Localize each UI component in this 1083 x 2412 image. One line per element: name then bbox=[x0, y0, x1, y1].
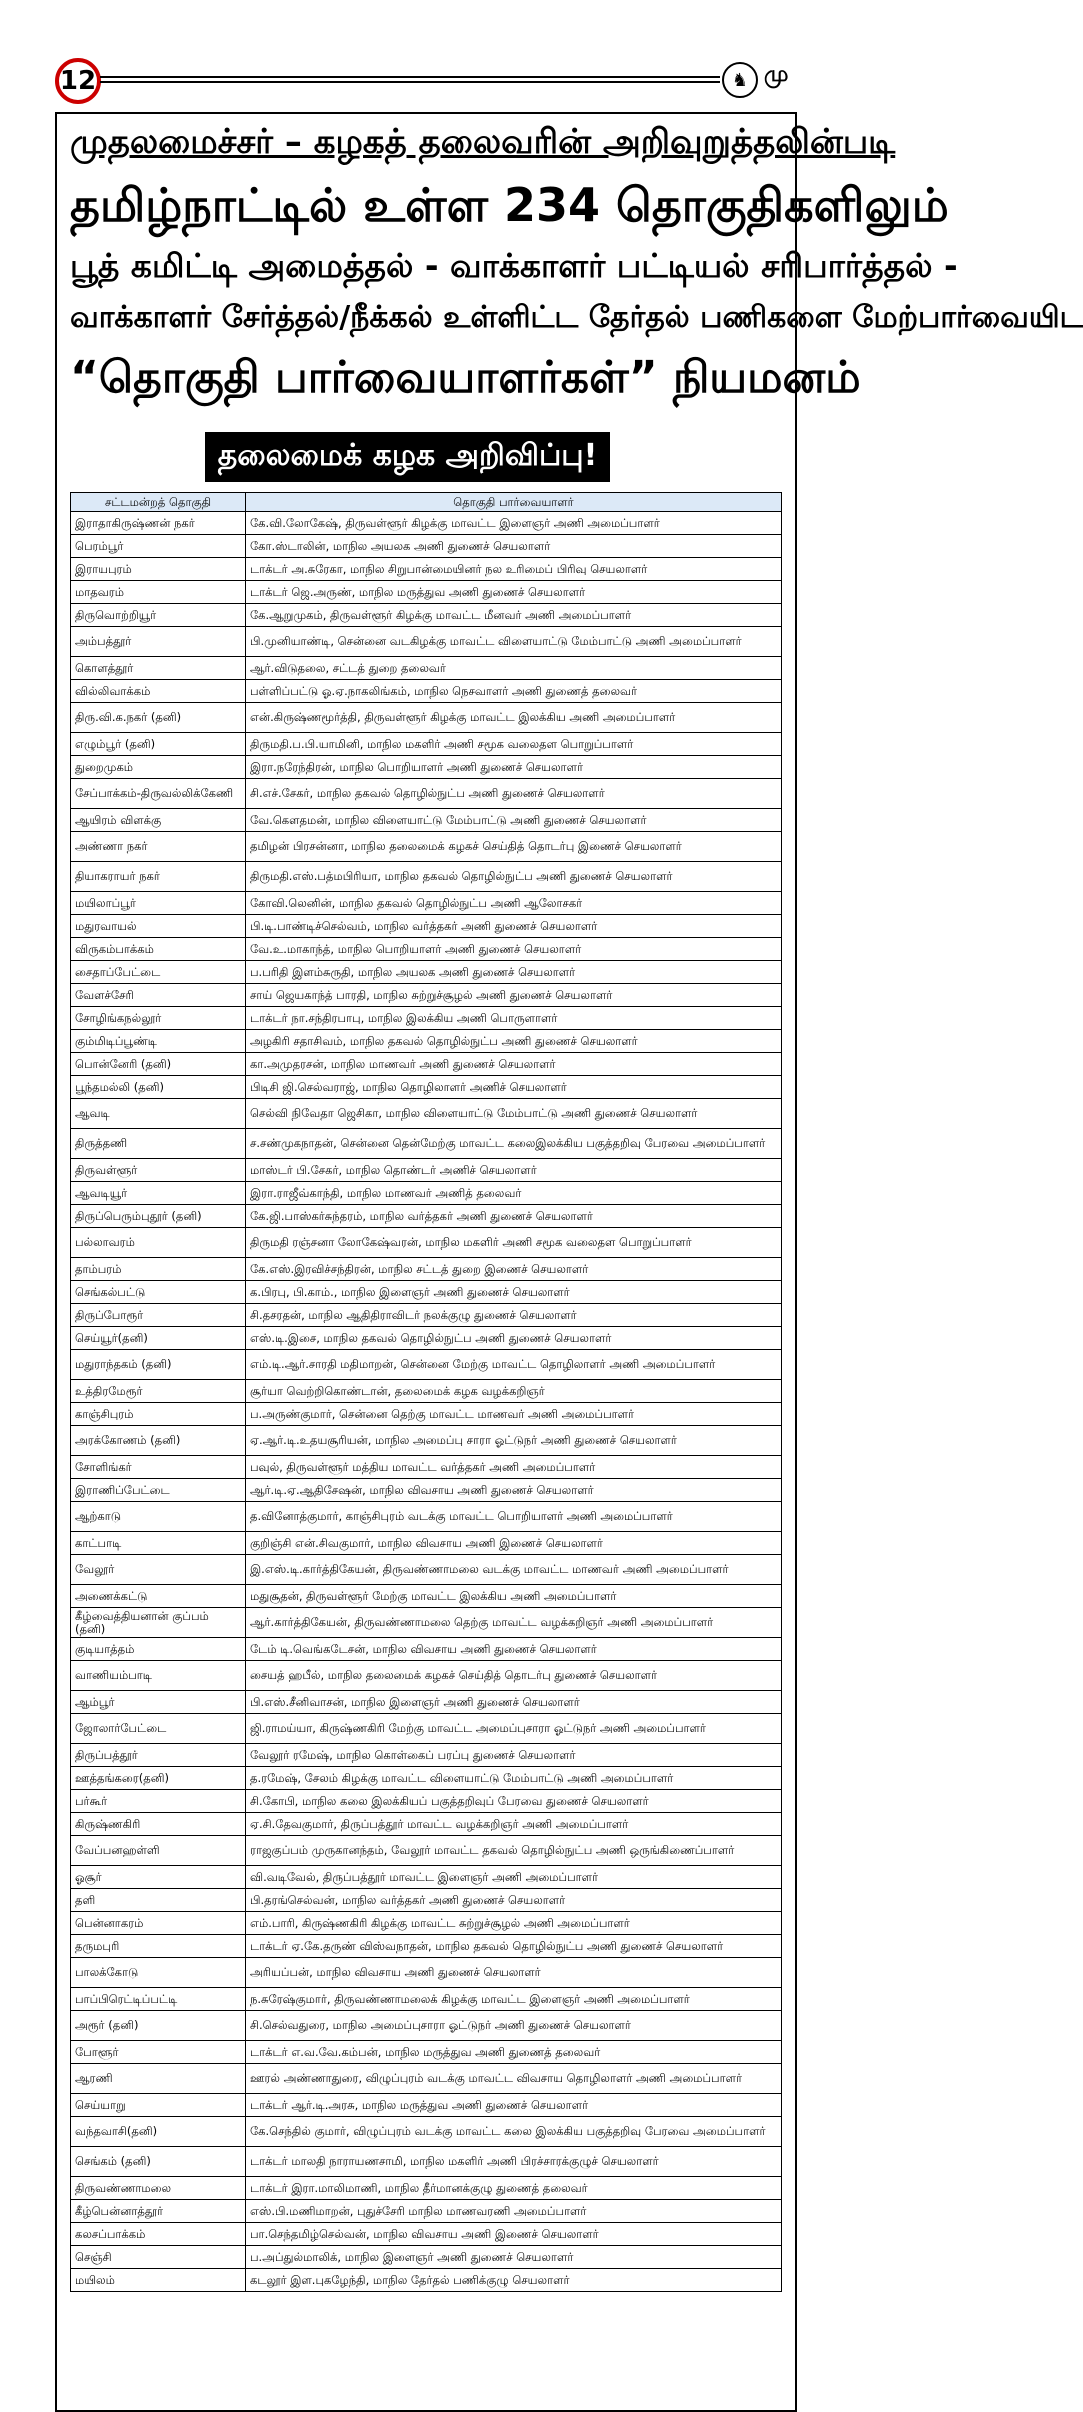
constituency-cell: மதுரவாயல் bbox=[71, 915, 246, 938]
headline-line-4: வாக்காளர் சேர்த்தல்/நீக்கல் உள்ளிட்ட தேர்தல் பணிகளை மேற்பார்வையிட bbox=[70, 300, 1083, 335]
observer-cell: ஆர்.விடுதலை, சட்டத் துறை தலைவர் bbox=[246, 657, 782, 680]
table-row bbox=[71, 961, 782, 984]
constituency-cell: ஆரணி bbox=[71, 2064, 246, 2094]
constituency-cell: அரூர் (தனி) bbox=[71, 2011, 246, 2041]
constituency-cell: பூந்தமல்லி (தனி) bbox=[71, 1076, 246, 1099]
table-row bbox=[71, 1813, 782, 1836]
table-row bbox=[71, 1228, 782, 1258]
table-row bbox=[71, 2223, 782, 2246]
table-row bbox=[71, 2117, 782, 2147]
observer-cell: தமிழன் பிரசன்னா, மாநில தலைமைக் கழகச் செய்தித் தொடர்பு இணைச் செயலாளர் bbox=[246, 832, 782, 862]
table-row bbox=[71, 1076, 782, 1099]
observer-cell: பள்ளிப்பட்டு ஓ.ஏ.நாகலிங்கம், மாநில நெசவாளர் அணி துணைத் தலைவர் bbox=[246, 680, 782, 703]
observer-cell: ப.பரிதி இளம்சுருதி, மாநில அயலக அணி துணைச் செயலாளர் bbox=[246, 961, 782, 984]
table-row bbox=[71, 604, 782, 627]
constituency-cell: அண்ணா நகர் bbox=[71, 832, 246, 862]
constituency-cell: அம்பத்தூர் bbox=[71, 627, 246, 657]
table-row bbox=[71, 832, 782, 862]
observer-cell: டாக்டர் ஜெ.அருண், மாநில மருத்துவ அணி துணைச் செயலாளர் bbox=[246, 581, 782, 604]
observer-cell: செல்வி நிவேதா ஜெசிகா, மாநில விளையாட்டு மேம்பாட்டு அணி துணைச் செயலாளர் bbox=[246, 1099, 782, 1129]
table-row bbox=[71, 1456, 782, 1479]
constituency-cell: இராயபுரம் bbox=[71, 558, 246, 581]
table-row bbox=[71, 1638, 782, 1661]
header-rule bbox=[100, 76, 720, 78]
column-header-observer: தொகுதி பார்வையாளர் bbox=[246, 493, 782, 512]
table-row bbox=[71, 1281, 782, 1304]
constituency-cell: கலசப்பாக்கம் bbox=[71, 2223, 246, 2246]
table-row bbox=[71, 2200, 782, 2223]
table-row bbox=[71, 1608, 782, 1638]
observer-cell: டாக்டர் அ.சுரேகா, மாநில சிறுபான்மையினர் நல உரிமைப் பிரிவு செயலாளர் bbox=[246, 558, 782, 581]
observer-cell: டேம் டி.வெங்கடேசன், மாநில விவசாய அணி துணைச் செயலாளர் bbox=[246, 1638, 782, 1661]
table-row bbox=[71, 938, 782, 961]
observer-cell: சி.தசரதன், மாநில ஆதிதிராவிடர் நலக்குழு துணைச் செயலாளர் bbox=[246, 1304, 782, 1327]
observer-cell: பி.முனியாண்டி, சென்னை வடகிழக்கு மாவட்ட விளையாட்டு மேம்பாட்டு அணி அமைப்பாளர் bbox=[246, 627, 782, 657]
constituency-cell: பாப்பிரெட்டிப்பட்டி bbox=[71, 1988, 246, 2011]
constituency-cell: திருப்பத்தூர் bbox=[71, 1744, 246, 1767]
constituency-cell: வந்தவாசி(தனி) bbox=[71, 2117, 246, 2147]
constituency-cell: கொளத்தூர் bbox=[71, 657, 246, 680]
table-row bbox=[71, 558, 782, 581]
constituency-cell: சேப்பாக்கம்-திருவல்லிக்கேணி bbox=[71, 779, 246, 809]
observer-cell: டாக்டர் இரா.மாலிமாணி, மாநில தீர்மானக்குழு துணைத் தலைவர் bbox=[246, 2177, 782, 2200]
constituency-cell: உத்திரமேரூர் bbox=[71, 1380, 246, 1403]
table-row bbox=[71, 1403, 782, 1426]
constituency-cell: வாணியம்பாடி bbox=[71, 1661, 246, 1691]
constituency-cell: ஆவடி bbox=[71, 1099, 246, 1129]
table-row bbox=[71, 1205, 782, 1228]
constituency-cell: அரக்கோணம் (தனி) bbox=[71, 1426, 246, 1456]
observer-cell: டாக்டர் நா.சந்திரபாபு, மாநில இலக்கிய அணி பொருளாளர் bbox=[246, 1007, 782, 1030]
constituency-cell: கிருஷ்ணகிரி bbox=[71, 1813, 246, 1836]
constituency-cell: ஆயிரம் விளக்கு bbox=[71, 809, 246, 832]
observer-cell: கே.செந்தில் குமார், விழுப்புரம் வடக்கு மாவட்ட கலை இலக்கிய பகுத்தறிவு பேரவை அமைப்பாளர் bbox=[246, 2117, 782, 2147]
observer-cell: அரியப்பன், மாநில விவசாய அணி துணைச் செயலாளர் bbox=[246, 1958, 782, 1988]
constituency-cell: பொன்னேரி (தனி) bbox=[71, 1053, 246, 1076]
constituency-cell: காட்பாடி bbox=[71, 1532, 246, 1555]
constituency-cell: செஞ்சி bbox=[71, 2246, 246, 2269]
table-row bbox=[71, 1007, 782, 1030]
constituency-cell: ஆற்காடு bbox=[71, 1502, 246, 1532]
constituency-cell: திருவண்ணாமலை bbox=[71, 2177, 246, 2200]
observer-cell: வே.கௌதமன், மாநில விளையாட்டு மேம்பாட்டு அணி துணைச் செயலாளர் bbox=[246, 809, 782, 832]
table-row bbox=[71, 1479, 782, 1502]
observer-cell: சூர்யா வெற்றிகொண்டான், தலைமைக் கழக வழக்கறிஞர் bbox=[246, 1380, 782, 1403]
table-row bbox=[71, 1988, 782, 2011]
observer-cell: வே.உ.மாகாந்த், மாநில பொறியாளர் அணி துணைச் செயலாளர் bbox=[246, 938, 782, 961]
observer-cell: எஸ்.பி.மணிமாறன், புதுச்சேரி மாநில மாணவரணி அமைப்பாளர் bbox=[246, 2200, 782, 2223]
observer-cell: சி.எச்.சேகர், மாநில தகவல் தொழில்நுட்ப அணி துணைச் செயலாளர் bbox=[246, 779, 782, 809]
table-row bbox=[71, 892, 782, 915]
observer-cell: டாக்டர் ஏ.கே.தருண் விஸ்வநாதன், மாநில தகவல் தொழில்நுட்ப அணி துணைச் செயலாளர் bbox=[246, 1935, 782, 1958]
table-row bbox=[71, 1585, 782, 1608]
constituency-cell: ஓசூர் bbox=[71, 1866, 246, 1889]
table-row bbox=[71, 627, 782, 657]
table-row bbox=[71, 1129, 782, 1159]
table-row bbox=[71, 1182, 782, 1205]
constituency-cell: பாலக்கோடு bbox=[71, 1958, 246, 1988]
table-row bbox=[71, 2269, 782, 2292]
table-row bbox=[71, 1767, 782, 1790]
constituency-cell: மதுராந்தகம் (தனி) bbox=[71, 1350, 246, 1380]
constituency-cell: திருவள்ளூர் bbox=[71, 1159, 246, 1182]
observer-cell: பிடிசி ஜி.செல்வராஜ், மாநில தொழிலாளர் அணிச் செயலாளர் bbox=[246, 1076, 782, 1099]
constituency-cell: கீழ்வைத்தியனான் குப்பம் (தனி) bbox=[71, 1608, 246, 1638]
constituency-cell: எழும்பூர் (தனி) bbox=[71, 733, 246, 756]
table-row bbox=[71, 703, 782, 733]
observer-cell: வி.வடிவேல், திருப்பத்தூர் மாவட்ட இளைஞர் அணி அமைப்பாளர் bbox=[246, 1866, 782, 1889]
table-row bbox=[71, 1866, 782, 1889]
constituency-cell: செங்கல்பட்டு bbox=[71, 1281, 246, 1304]
table-header-row bbox=[71, 493, 782, 512]
observer-cell: டாக்டர் மாலதி நாராயணசாமி, மாநில மகளிர் அணி பிரச்சாரக்குழுச் செயலாளர் bbox=[246, 2147, 782, 2177]
constituency-cell: பெரம்பூர் bbox=[71, 535, 246, 558]
observer-cell: கே.வி.லோகேஷ், திருவள்ளூர் கிழக்கு மாவட்ட இளைஞர் அணி அமைப்பாளர் bbox=[246, 512, 782, 535]
observer-cell: ப.அப்துல்மாலிக், மாநில இளைஞர் அணி துணைச் செயலாளர் bbox=[246, 2246, 782, 2269]
table-row bbox=[71, 657, 782, 680]
table-row bbox=[71, 1426, 782, 1456]
table-row bbox=[71, 915, 782, 938]
constituency-cell: திரு.வி.க.நகர் (தனி) bbox=[71, 703, 246, 733]
observer-cell: குறிஞ்சி என்.சிவகுமார், மாநில விவசாய அணி இணைச் செயலாளர் bbox=[246, 1532, 782, 1555]
constituency-cell: பல்லாவரம் bbox=[71, 1228, 246, 1258]
table-row bbox=[71, 862, 782, 892]
observer-cell: கா.அமுதரசன், மாநில மாணவர் அணி துணைச் செயலாளர் bbox=[246, 1053, 782, 1076]
table-row bbox=[71, 1661, 782, 1691]
table-row bbox=[71, 1714, 782, 1744]
observer-cell: மதுசூதன், திருவள்ளூர் மேற்கு மாவட்ட இலக்கிய அணி அமைப்பாளர் bbox=[246, 1585, 782, 1608]
observer-cell: வேலூர் ரமேஷ், மாநில கொள்கைப் பரப்பு துணைச் செயலாளர் bbox=[246, 1744, 782, 1767]
observer-cell: கோவி.லெனின், மாநில தகவல் தொழில்நுட்ப அணி ஆலோசகர் bbox=[246, 892, 782, 915]
observer-cell: டாக்டர் எ.வ.வே.கம்பன், மாநில மருத்துவ அணி துணைத் தலைவர் bbox=[246, 2041, 782, 2064]
table-row bbox=[71, 1350, 782, 1380]
observers-table bbox=[70, 492, 782, 2292]
observer-cell: ந.சுரேஷ்குமார், திருவண்ணாமலைக் கிழக்கு மாவட்ட இளைஞர் அணி அமைப்பாளர் bbox=[246, 1988, 782, 2011]
observer-cell: கே.ஜி.பாஸ்கர்சுந்தரம், மாநில வர்த்தகர் அணி துணைச் செயலாளர் bbox=[246, 1205, 782, 1228]
headline-line-5: “தொகுதி பார்வையாளர்கள்” நியமனம் bbox=[70, 352, 861, 403]
table-row bbox=[71, 1380, 782, 1403]
page-header bbox=[0, 0, 800, 96]
party-logo-icon: ♞ bbox=[722, 62, 758, 98]
table-row bbox=[71, 2094, 782, 2117]
headline-line-1: முதலமைச்சர் – கழகத் தலைவரின் அறிவுறுத்தலின்படி bbox=[70, 122, 896, 162]
observer-cell: ஆர்.கார்த்திகேயன், திருவண்ணாமலை தெற்கு மாவட்ட வழக்கறிஞர் அணி அமைப்பாளர் bbox=[246, 1608, 782, 1638]
table-row bbox=[71, 1744, 782, 1767]
headline-line-2: தமிழ்நாட்டில் உள்ள 234 தொகுதிகளிலும் bbox=[70, 178, 949, 232]
table-row bbox=[71, 2011, 782, 2041]
table-row bbox=[71, 733, 782, 756]
column-header-constituency: சட்டமன்றத் தொகுதி bbox=[71, 493, 246, 512]
constituency-cell: சைதாப்பேட்டை bbox=[71, 961, 246, 984]
table-row bbox=[71, 779, 782, 809]
observer-cell: கடலூர் இள.புகழேந்தி, மாநில தேர்தல் பணிக்குழு செயலாளர் bbox=[246, 2269, 782, 2292]
table-row bbox=[71, 1912, 782, 1935]
constituency-cell: ஆவடியூர் bbox=[71, 1182, 246, 1205]
constituency-cell: குடியாத்தம் bbox=[71, 1638, 246, 1661]
observer-cell: திருமதி.ப.பி.யாமினி, மாநில மகளிர் அணி சமூக வலைதள பொறுப்பாளர் bbox=[246, 733, 782, 756]
table-row bbox=[71, 1030, 782, 1053]
observer-cell: ஜி.ராமய்யா, கிருஷ்ணகிரி மேற்கு மாவட்ட அமைப்புசாரா ஓட்டுநர் அணி அமைப்பாளர் bbox=[246, 1714, 782, 1744]
observer-cell: மாஸ்டர் பி.சேகர், மாநில தொண்டர் அணிச் செயலாளர் bbox=[246, 1159, 782, 1182]
observer-cell: பி.தரங்செல்வன், மாநில வர்த்தகர் அணி துணைச் செயலாளர் bbox=[246, 1889, 782, 1912]
table-row bbox=[71, 756, 782, 779]
observer-cell: ச.சண்முகநாதன், சென்னை தென்மேற்கு மாவட்ட கலைஇலக்கிய பகுத்தறிவு பேரவை அமைப்பாளர் bbox=[246, 1129, 782, 1159]
constituency-cell: துறைமுகம் bbox=[71, 756, 246, 779]
table-row bbox=[71, 680, 782, 703]
table-row bbox=[71, 1532, 782, 1555]
table-row bbox=[71, 1555, 782, 1585]
constituency-cell: கீழ்பென்னாத்தூர் bbox=[71, 2200, 246, 2223]
constituency-cell: ஜோலார்பேட்டை bbox=[71, 1714, 246, 1744]
constituency-cell: பென்னாகரம் bbox=[71, 1912, 246, 1935]
constituency-cell: செங்கம் (தனி) bbox=[71, 2147, 246, 2177]
constituency-cell: இராணிப்பேட்டை bbox=[71, 1479, 246, 1502]
constituency-cell: மாதவரம் bbox=[71, 581, 246, 604]
table-row bbox=[71, 1304, 782, 1327]
table-body bbox=[71, 512, 782, 2292]
constituency-cell: திருவொற்றியூர் bbox=[71, 604, 246, 627]
constituency-cell: போளூர் bbox=[71, 2041, 246, 2064]
table-row bbox=[71, 1327, 782, 1350]
observer-cell: என்.கிருஷ்ணமூர்த்தி, திருவள்ளூர் கிழக்கு மாவட்ட இலக்கிய அணி அமைப்பாளர் bbox=[246, 703, 782, 733]
observer-cell: சி.செல்வதுரை, மாநில அமைப்புசாரா ஓட்டுநர் அணி துணைச் செயலாளர் bbox=[246, 2011, 782, 2041]
constituency-cell: சோழிங்கநல்லூர் bbox=[71, 1007, 246, 1030]
observer-cell: சாய் ஜெயகாந்த் பாரதி, மாநில சுற்றுச்சூழல் அணி துணைச் செயலாளர் bbox=[246, 984, 782, 1007]
observer-cell: இ.எஸ்.டி.கார்த்திகேயன், திருவண்ணாமலை வடக்கு மாவட்ட மாணவர் அணி அமைப்பாளர் bbox=[246, 1555, 782, 1585]
constituency-cell: விருகம்பாக்கம் bbox=[71, 938, 246, 961]
table-row bbox=[71, 1258, 782, 1281]
observer-cell: த.ரமேஷ், சேலம் கிழக்கு மாவட்ட விளையாட்டு மேம்பாட்டு அணி அமைப்பாளர் bbox=[246, 1767, 782, 1790]
table-row bbox=[71, 512, 782, 535]
observer-cell: எம்.பாரி, கிருஷ்ணகிரி கிழக்கு மாவட்ட சுற்றுச்சூழல் அணி அமைப்பாளர் bbox=[246, 1912, 782, 1935]
observer-cell: கே.எஸ்.இரவிச்சந்திரன், மாநில சட்டத் துறை இணைச் செயலாளர் bbox=[246, 1258, 782, 1281]
observer-cell: ப.அருண்குமார், சென்னை தெற்கு மாவட்ட மாணவர் அணி அமைப்பாளர் bbox=[246, 1403, 782, 1426]
constituency-cell: வேளச்சேரி bbox=[71, 984, 246, 1007]
constituency-cell: செய்யாறு bbox=[71, 2094, 246, 2117]
constituency-cell: மயிலாப்பூர் bbox=[71, 892, 246, 915]
table-row bbox=[71, 2177, 782, 2200]
masthead-text: மு bbox=[764, 62, 789, 87]
observer-cell: இரா.நரேந்திரன், மாநில பொறியாளர் அணி துணைச் செயலாளர் bbox=[246, 756, 782, 779]
header-rule bbox=[100, 81, 720, 83]
observer-cell: ஏ.சி.தேவகுமார், திருப்பத்தூர் மாவட்ட வழக்கறிஞர் அணி அமைப்பாளர் bbox=[246, 1813, 782, 1836]
constituency-cell: இராதாகிருஷ்ணன் நகர் bbox=[71, 512, 246, 535]
observer-cell: பி.எஸ்.சீனிவாசன், மாநில இளைஞர் அணி துணைச் செயலாளர் bbox=[246, 1691, 782, 1714]
observer-cell: திருமதி ரஞ்சனா லோகேஷ்வரன், மாநில மகளிர் அணி சமூக வலைதள பொறுப்பாளர் bbox=[246, 1228, 782, 1258]
table-row bbox=[71, 2064, 782, 2094]
constituency-cell: தாம்பரம் bbox=[71, 1258, 246, 1281]
observer-cell: கோ.ஸ்டாலின், மாநில அயலக அணி துணைச் செயலாளர் bbox=[246, 535, 782, 558]
constituency-cell: வில்லிவாக்கம் bbox=[71, 680, 246, 703]
observer-cell: சி.கோபி, மாநில கலை இலக்கியப் பகுத்தறிவுப் பேரவை துணைச் செயலாளர் bbox=[246, 1790, 782, 1813]
table-row bbox=[71, 2246, 782, 2269]
table-row bbox=[71, 1691, 782, 1714]
observer-cell: பி.டி.பாண்டிச்செல்வம், மாநில வர்த்தகர் அணி துணைச் செயலாளர் bbox=[246, 915, 782, 938]
constituency-cell: கும்மிடிப்பூண்டி bbox=[71, 1030, 246, 1053]
observer-cell: டாக்டர் ஆர்.டி.அரசு, மாநில மருத்துவ அணி துணைச் செயலாளர் bbox=[246, 2094, 782, 2117]
constituency-cell: திருத்தணி bbox=[71, 1129, 246, 1159]
constituency-cell: தளி bbox=[71, 1889, 246, 1912]
announcement-banner: தலைமைக் கழக அறிவிப்பு! bbox=[205, 432, 610, 482]
observer-cell: த.வினோத்குமார், காஞ்சிபுரம் வடக்கு மாவட்ட பொறியாளர் அணி அமைப்பாளர் bbox=[246, 1502, 782, 1532]
table-row bbox=[71, 1836, 782, 1866]
constituency-cell: ஆம்பூர் bbox=[71, 1691, 246, 1714]
observer-cell: க.பிரபு, பி.காம்., மாநில இளைஞர் அணி துணைச் செயலாளர் bbox=[246, 1281, 782, 1304]
table-row bbox=[71, 1935, 782, 1958]
constituency-cell: அணைக்கட்டு bbox=[71, 1585, 246, 1608]
table-row bbox=[71, 535, 782, 558]
constituency-cell: திருப்பெரும்புதூர் (தனி) bbox=[71, 1205, 246, 1228]
constituency-cell: பர்கூர் bbox=[71, 1790, 246, 1813]
observer-cell: பா.செந்தமிழ்செல்வன், மாநில விவசாய அணி இணைச் செயலாளர் bbox=[246, 2223, 782, 2246]
table-row bbox=[71, 1790, 782, 1813]
observer-cell: இரா.ராஜீவ்காந்தி, மாநில மாணவர் அணித் தலைவர் bbox=[246, 1182, 782, 1205]
constituency-cell: வேலூர் bbox=[71, 1555, 246, 1585]
constituency-cell: வேப்பனஹள்ளி bbox=[71, 1836, 246, 1866]
observer-cell: கே.ஆறுமுகம், திருவள்ளூர் கிழக்கு மாவட்ட மீனவர் அணி அமைப்பாளர் bbox=[246, 604, 782, 627]
observer-cell: ஊரல் அண்ணாதுரை, விழுப்புரம் வடக்கு மாவட்ட விவசாய தொழிலாளர் அணி அமைப்பாளர் bbox=[246, 2064, 782, 2094]
headline-line-3: பூத் கமிட்டி அமைத்தல் - வாக்காளர் பட்டியல் சரிபார்த்தல் - bbox=[70, 246, 958, 285]
observer-cell: ஏ.ஆர்.டி.உதயசூரியன், மாநில அமைப்பு சாரா ஓட்டுநர் அணி துணைச் செயலாளர் bbox=[246, 1426, 782, 1456]
table-row bbox=[71, 1159, 782, 1182]
table-row bbox=[71, 809, 782, 832]
table-row bbox=[71, 581, 782, 604]
constituency-cell: காஞ்சிபுரம் bbox=[71, 1403, 246, 1426]
table-row bbox=[71, 1958, 782, 1988]
table-row bbox=[71, 1053, 782, 1076]
constituency-cell: ஊத்தங்கரை(தனி) bbox=[71, 1767, 246, 1790]
observer-cell: ஆர்.டி.ஏ.ஆதிசேஷன், மாநில விவசாய அணி துணைச் செயலாளர் bbox=[246, 1479, 782, 1502]
constituency-cell: தருமபுரி bbox=[71, 1935, 246, 1958]
constituency-cell: தியாகராயர் நகர் bbox=[71, 862, 246, 892]
observer-cell: திருமதி.எஸ்.பத்மபிரியா, மாநில தகவல் தொழில்நுட்ப அணி துணைச் செயலாளர் bbox=[246, 862, 782, 892]
table-row bbox=[71, 1889, 782, 1912]
constituency-cell: சோளிங்கர் bbox=[71, 1456, 246, 1479]
table-row bbox=[71, 2147, 782, 2177]
observer-cell: அழகிரி சதாசிவம், மாநில தகவல் தொழில்நுட்ப அணி துணைச் செயலாளர் bbox=[246, 1030, 782, 1053]
table-row bbox=[71, 1502, 782, 1532]
observer-cell: பவுல், திருவள்ளூர் மத்திய மாவட்ட வர்த்தகர் அணி அமைப்பாளர் bbox=[246, 1456, 782, 1479]
observer-cell: எஸ்.டி.இசை, மாநில தகவல் தொழில்நுட்ப அணி துணைச் செயலாளர் bbox=[246, 1327, 782, 1350]
observer-cell: எம்.டி.ஆர்.சாரதி மதிமாறன், சென்னை மேற்கு மாவட்ட தொழிலாளர் அணி அமைப்பாளர் bbox=[246, 1350, 782, 1380]
observer-cell: ராஜகுப்பம் முருகானந்தம், வேலூர் மாவட்ட தகவல் தொழில்நுட்ப அணி ஒருங்கிணைப்பாளர் bbox=[246, 1836, 782, 1866]
table-row bbox=[71, 984, 782, 1007]
observer-cell: சையத் ஹபீல், மாநில தலைமைக் கழகச் செய்தித் தொடர்பு துணைச் செயலாளர் bbox=[246, 1661, 782, 1691]
table-row bbox=[71, 2041, 782, 2064]
constituency-cell: மயிலம் bbox=[71, 2269, 246, 2292]
page-number: 12 bbox=[55, 58, 101, 104]
constituency-cell: திருப்போரூர் bbox=[71, 1304, 246, 1327]
table-row bbox=[71, 1099, 782, 1129]
constituency-cell: செய்யூர்(தனி) bbox=[71, 1327, 246, 1350]
